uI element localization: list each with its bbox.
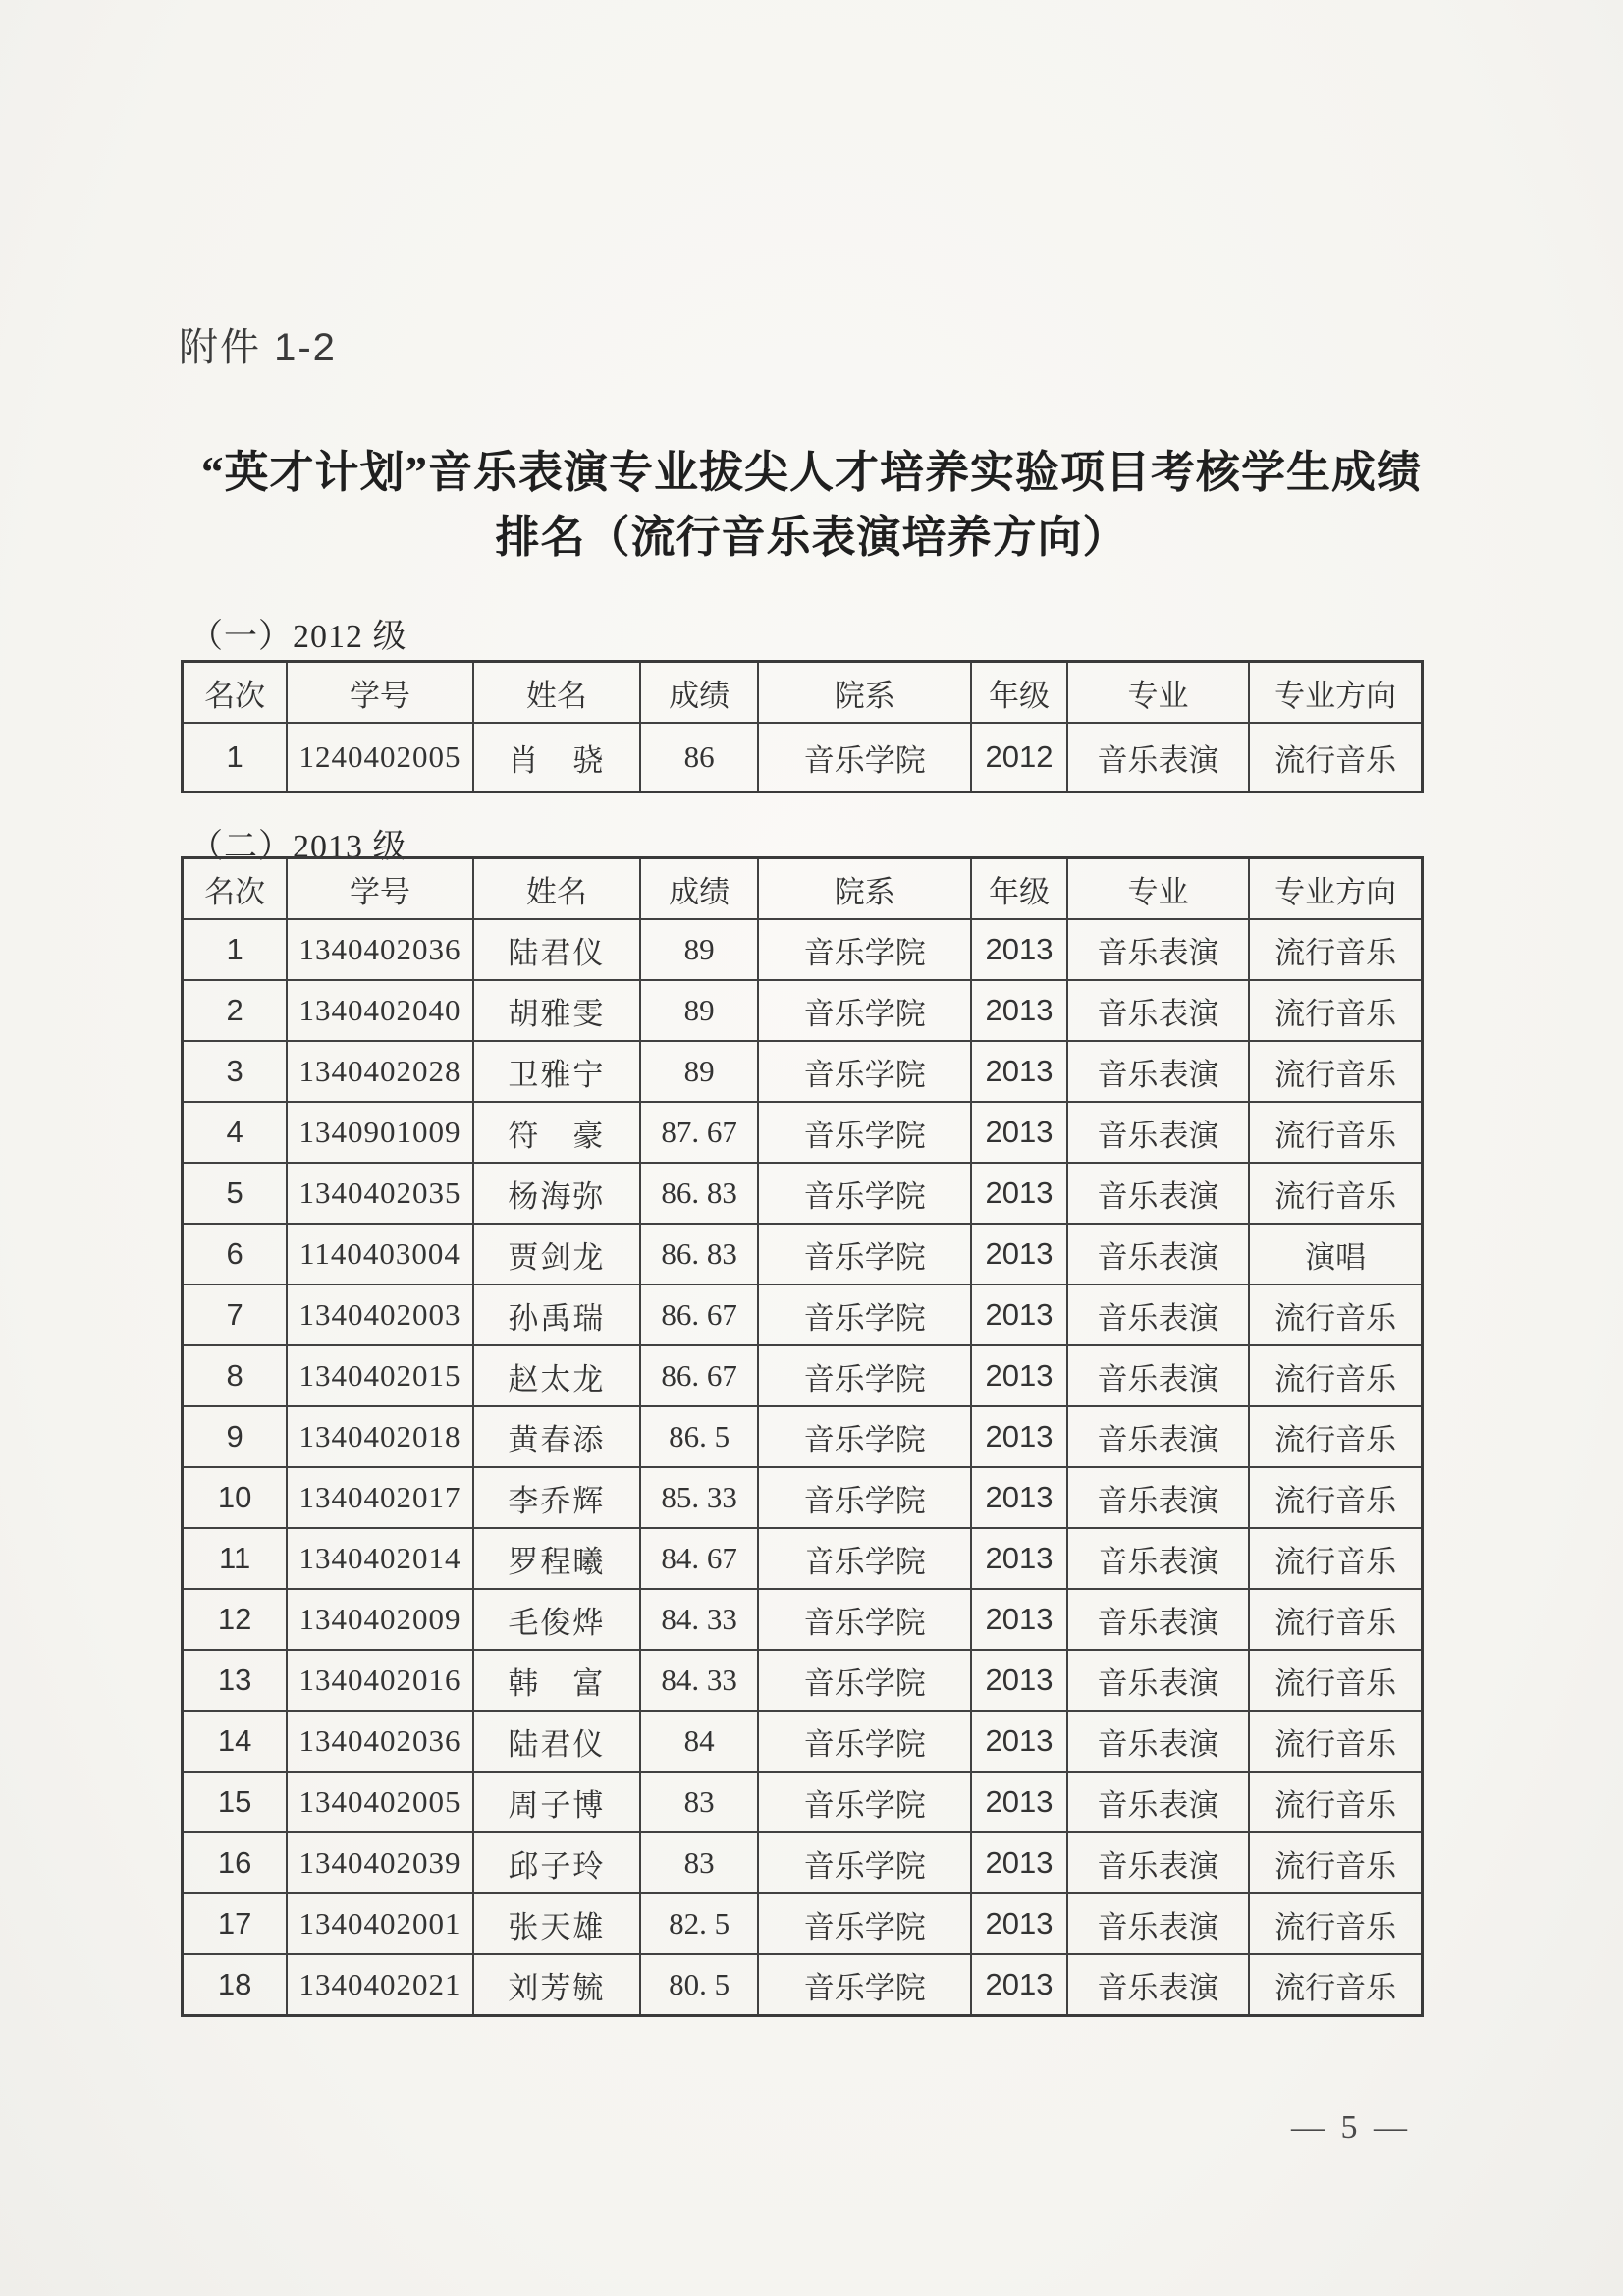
cell: 音乐表演 <box>1067 919 1250 980</box>
table-row <box>183 1954 1423 2016</box>
table-row <box>183 1711 1423 1772</box>
cell: 8 <box>183 1345 288 1406</box>
cell: 音乐表演 <box>1067 1650 1250 1711</box>
table-row <box>183 980 1423 1041</box>
column-header: 专业 <box>1067 662 1250 724</box>
cell: 1340402039 <box>287 1832 472 1893</box>
cell: 音乐学院 <box>758 1711 971 1772</box>
cell: 14 <box>183 1711 288 1772</box>
cell: 流行音乐 <box>1249 1041 1422 1102</box>
table-row <box>183 1528 1423 1589</box>
table-row <box>183 1467 1423 1528</box>
cell: 流行音乐 <box>1249 1102 1422 1163</box>
cell: 流行音乐 <box>1249 1589 1422 1650</box>
cell: 音乐表演 <box>1067 1528 1250 1589</box>
cell: 邱子玲 <box>473 1832 641 1893</box>
cell: 7 <box>183 1285 288 1345</box>
cell: 卫雅宁 <box>473 1041 641 1102</box>
table-row <box>183 1772 1423 1832</box>
cell: 2013 <box>971 1650 1066 1711</box>
cell: 84. 33 <box>640 1650 758 1711</box>
cell: 86. 67 <box>640 1285 758 1345</box>
cell: 流行音乐 <box>1249 1285 1422 1345</box>
cell: 韩 富 <box>473 1650 641 1711</box>
cell: 2013 <box>971 1224 1066 1285</box>
table-row <box>183 1345 1423 1406</box>
cell: 音乐表演 <box>1067 1467 1250 1528</box>
cell: 1240402005 <box>287 723 472 793</box>
cell: 音乐表演 <box>1067 980 1250 1041</box>
cell: 音乐学院 <box>758 919 971 980</box>
cell: 2013 <box>971 980 1066 1041</box>
cell: 流行音乐 <box>1249 1954 1422 2016</box>
cell: 孙禹瑞 <box>473 1285 641 1345</box>
cell: 12 <box>183 1589 288 1650</box>
table-row <box>183 1102 1423 1163</box>
attachment-label: 附件 1-2 <box>179 326 337 369</box>
cell: 流行音乐 <box>1249 1772 1422 1832</box>
scores-table-2013 <box>181 856 1424 2017</box>
column-header: 学号 <box>287 662 472 724</box>
column-header: 专业 <box>1067 858 1250 920</box>
cell: 1340901009 <box>287 1102 472 1163</box>
cell: 89 <box>640 1041 758 1102</box>
cell: 2012 <box>971 723 1066 793</box>
cell: 音乐学院 <box>758 1467 971 1528</box>
column-header: 专业方向 <box>1249 662 1422 724</box>
cell: 音乐表演 <box>1067 1832 1250 1893</box>
cell: 15 <box>183 1772 288 1832</box>
column-header: 院系 <box>758 662 971 724</box>
cell: 1340402001 <box>287 1893 472 1954</box>
document-title <box>118 440 1505 570</box>
cell: 音乐学院 <box>758 1589 971 1650</box>
cell: 86. 83 <box>640 1163 758 1224</box>
cell: 82. 5 <box>640 1893 758 1954</box>
cell: 音乐表演 <box>1067 1041 1250 1102</box>
cell: 2013 <box>971 1345 1066 1406</box>
cell: 音乐学院 <box>758 1224 971 1285</box>
cell: 音乐学院 <box>758 1893 971 1954</box>
cell: 1340402005 <box>287 1772 472 1832</box>
cell: 89 <box>640 919 758 980</box>
cell: 1340402021 <box>287 1954 472 2016</box>
cell: 1340402017 <box>287 1467 472 1528</box>
cell: 肖 骁 <box>473 723 641 793</box>
cell: 杨海弥 <box>473 1163 641 1224</box>
cell: 音乐表演 <box>1067 1285 1250 1345</box>
cell: 1140403004 <box>287 1224 472 1285</box>
cell: 2013 <box>971 1102 1066 1163</box>
cell: 1340402015 <box>287 1345 472 1406</box>
column-header: 年级 <box>971 662 1066 724</box>
column-header: 名次 <box>183 858 288 920</box>
cell: 84. 33 <box>640 1589 758 1650</box>
cell: 6 <box>183 1224 288 1285</box>
column-header: 学号 <box>287 858 472 920</box>
title-line-1: “英才计划”音乐表演专业拔尖人才培养实验项目考核学生成绩 <box>200 448 1422 497</box>
cell: 86 <box>640 723 758 793</box>
cell: 2013 <box>971 1893 1066 1954</box>
column-header: 姓名 <box>473 858 641 920</box>
cell: 演唱 <box>1249 1224 1422 1285</box>
table-row <box>183 1285 1423 1345</box>
cell: 2013 <box>971 1285 1066 1345</box>
cell: 李乔辉 <box>473 1467 641 1528</box>
table-row <box>183 919 1423 980</box>
cell: 音乐表演 <box>1067 1772 1250 1832</box>
cell: 流行音乐 <box>1249 1467 1422 1528</box>
cell: 1340402014 <box>287 1528 472 1589</box>
cell: 1340402016 <box>287 1650 472 1711</box>
column-header: 姓名 <box>473 662 641 724</box>
column-header: 年级 <box>971 858 1066 920</box>
section-label-2012: （一）2012 级 <box>189 619 407 655</box>
cell: 1340402003 <box>287 1285 472 1345</box>
cell: 89 <box>640 980 758 1041</box>
cell: 1340402028 <box>287 1041 472 1102</box>
cell: 16 <box>183 1832 288 1893</box>
cell: 流行音乐 <box>1249 1345 1422 1406</box>
cell: 周子博 <box>473 1772 641 1832</box>
cell: 83 <box>640 1772 758 1832</box>
cell: 1 <box>183 919 288 980</box>
cell: 1340402036 <box>287 919 472 980</box>
table-row <box>183 1589 1423 1650</box>
cell: 2013 <box>971 1711 1066 1772</box>
cell: 83 <box>640 1832 758 1893</box>
cell: 流行音乐 <box>1249 1406 1422 1467</box>
cell: 流行音乐 <box>1249 723 1422 793</box>
cell: 2 <box>183 980 288 1041</box>
cell: 黄春添 <box>473 1406 641 1467</box>
cell: 流行音乐 <box>1249 919 1422 980</box>
column-header: 院系 <box>758 858 971 920</box>
scores-table-2012 <box>181 660 1424 793</box>
cell: 音乐表演 <box>1067 1224 1250 1285</box>
cell: 赵太龙 <box>473 1345 641 1406</box>
cell: 陆君仪 <box>473 919 641 980</box>
cell: 1 <box>183 723 288 793</box>
header-row <box>183 662 1423 724</box>
cell: 10 <box>183 1467 288 1528</box>
cell: 音乐学院 <box>758 980 971 1041</box>
cell: 1340402009 <box>287 1589 472 1650</box>
cell: 音乐学院 <box>758 1102 971 1163</box>
cell: 2013 <box>971 1772 1066 1832</box>
cell: 17 <box>183 1893 288 1954</box>
cell: 13 <box>183 1650 288 1711</box>
cell: 音乐表演 <box>1067 1893 1250 1954</box>
cell: 2013 <box>971 1467 1066 1528</box>
cell: 86. 5 <box>640 1406 758 1467</box>
title-line-2: 排名（流行音乐表演培养方向） <box>495 513 1128 562</box>
cell: 音乐表演 <box>1067 1102 1250 1163</box>
cell: 85. 33 <box>640 1467 758 1528</box>
cell: 音乐学院 <box>758 1163 971 1224</box>
cell: 5 <box>183 1163 288 1224</box>
header-row <box>183 858 1423 920</box>
cell: 流行音乐 <box>1249 1893 1422 1954</box>
section-label-2013: （二）2013 级 <box>189 829 407 865</box>
cell: 胡雅雯 <box>473 980 641 1041</box>
table-row <box>183 1893 1423 1954</box>
cell: 音乐表演 <box>1067 1406 1250 1467</box>
cell: 2013 <box>971 1041 1066 1102</box>
cell: 11 <box>183 1528 288 1589</box>
cell: 音乐表演 <box>1067 1345 1250 1406</box>
cell: 流行音乐 <box>1249 1528 1422 1589</box>
cell: 音乐学院 <box>758 1528 971 1589</box>
column-header: 成绩 <box>640 662 758 724</box>
cell: 流行音乐 <box>1249 1650 1422 1711</box>
cell: 2013 <box>971 1406 1066 1467</box>
table-row <box>183 1406 1423 1467</box>
cell: 3 <box>183 1041 288 1102</box>
page-number: — 5 — <box>1291 2109 1411 2146</box>
cell: 流行音乐 <box>1249 980 1422 1041</box>
cell: 流行音乐 <box>1249 1832 1422 1893</box>
cell: 音乐表演 <box>1067 723 1250 793</box>
cell: 86. 67 <box>640 1345 758 1406</box>
cell: 音乐学院 <box>758 1772 971 1832</box>
cell: 音乐表演 <box>1067 1589 1250 1650</box>
cell: 音乐学院 <box>758 1650 971 1711</box>
cell: 2013 <box>971 919 1066 980</box>
cell: 刘芳毓 <box>473 1954 641 2016</box>
cell: 2013 <box>971 1954 1066 2016</box>
cell: 18 <box>183 1954 288 2016</box>
cell: 音乐学院 <box>758 723 971 793</box>
column-header: 成绩 <box>640 858 758 920</box>
cell: 音乐学院 <box>758 1954 971 2016</box>
table-row <box>183 1041 1423 1102</box>
cell: 符 豪 <box>473 1102 641 1163</box>
cell: 音乐表演 <box>1067 1163 1250 1224</box>
cell: 罗程曦 <box>473 1528 641 1589</box>
cell: 毛俊烨 <box>473 1589 641 1650</box>
cell: 张天雄 <box>473 1893 641 1954</box>
cell: 音乐学院 <box>758 1041 971 1102</box>
cell: 84 <box>640 1711 758 1772</box>
cell: 1340402036 <box>287 1711 472 1772</box>
cell: 1340402018 <box>287 1406 472 1467</box>
cell: 流行音乐 <box>1249 1163 1422 1224</box>
cell: 2013 <box>971 1163 1066 1224</box>
cell: 音乐学院 <box>758 1406 971 1467</box>
cell: 87. 67 <box>640 1102 758 1163</box>
column-header: 名次 <box>183 662 288 724</box>
cell: 4 <box>183 1102 288 1163</box>
cell: 音乐学院 <box>758 1285 971 1345</box>
table-row <box>183 1650 1423 1711</box>
cell: 2013 <box>971 1589 1066 1650</box>
cell: 80. 5 <box>640 1954 758 2016</box>
column-header: 专业方向 <box>1249 858 1422 920</box>
cell: 9 <box>183 1406 288 1467</box>
cell: 1340402040 <box>287 980 472 1041</box>
cell: 流行音乐 <box>1249 1711 1422 1772</box>
table-row <box>183 1832 1423 1893</box>
table-row <box>183 1163 1423 1224</box>
table-row <box>183 723 1423 793</box>
cell: 音乐学院 <box>758 1832 971 1893</box>
cell: 1340402035 <box>287 1163 472 1224</box>
cell: 音乐学院 <box>758 1345 971 1406</box>
cell: 音乐表演 <box>1067 1711 1250 1772</box>
cell: 2013 <box>971 1832 1066 1893</box>
table-row <box>183 1224 1423 1285</box>
cell: 84. 67 <box>640 1528 758 1589</box>
cell: 86. 83 <box>640 1224 758 1285</box>
cell: 贾剑龙 <box>473 1224 641 1285</box>
cell: 2013 <box>971 1528 1066 1589</box>
cell: 陆君仪 <box>473 1711 641 1772</box>
cell: 音乐表演 <box>1067 1954 1250 2016</box>
